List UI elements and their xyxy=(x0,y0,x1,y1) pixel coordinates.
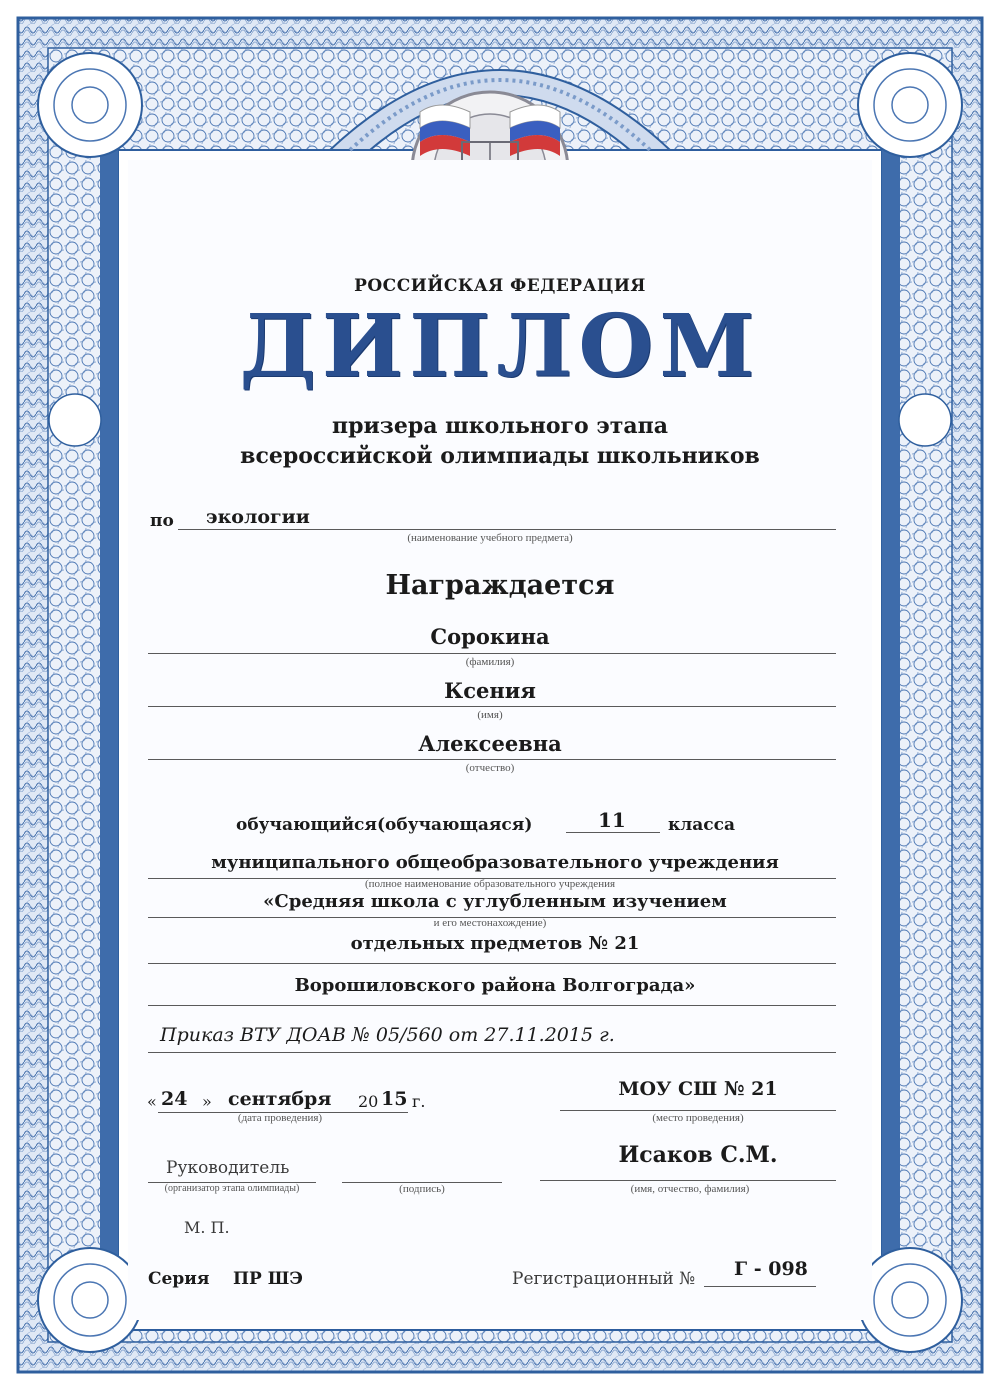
order-line xyxy=(148,1052,836,1053)
subject-value: экологии xyxy=(206,506,310,528)
venue-value: МОУ СШ № 21 xyxy=(618,1078,778,1100)
subtitle-line-2: всероссийской олимпиады школьников xyxy=(240,443,760,469)
subject-caption: (наименование учебного предмета) xyxy=(407,532,573,544)
date-month: сентября xyxy=(228,1088,332,1110)
signature-caption: (подпись) xyxy=(399,1183,445,1195)
country-heading: РОССИЙСКАЯ ФЕДЕРАЦИЯ xyxy=(354,276,646,296)
surname-line xyxy=(148,653,836,654)
date-day: 24 xyxy=(161,1088,188,1110)
registration-line xyxy=(704,1286,816,1287)
name-line xyxy=(148,706,836,707)
institution-caption-2: и его местонахождение) xyxy=(433,917,547,929)
signatory-role: Руководитель xyxy=(166,1158,290,1178)
subject-line xyxy=(178,529,836,530)
institution-line-4: Ворошиловского района Волгограда» xyxy=(294,975,696,996)
institution-line-3-rule xyxy=(148,963,836,964)
venue-caption: (место проведения) xyxy=(652,1112,744,1124)
patronymic-line xyxy=(148,759,836,760)
date-year-suffix: 15 xyxy=(381,1088,408,1110)
order-text: Приказ ВТУ ДОАВ № 05/560 от 27.11.2015 г. xyxy=(160,1024,615,1046)
venue-line xyxy=(560,1110,836,1111)
date-year-prefix: 20 xyxy=(358,1092,379,1111)
registration-label: Регистрационный № xyxy=(512,1269,696,1289)
signatory-name-line xyxy=(540,1180,836,1181)
subject-prefix: по xyxy=(150,511,174,531)
registration-value: Г - 098 xyxy=(734,1258,808,1280)
surname-caption: (фамилия) xyxy=(465,656,515,668)
patronymic-caption: (отчество) xyxy=(465,762,515,774)
subtitle-line-1: призера школьного этапа xyxy=(331,413,668,439)
diploma-title: ДИПЛОМ xyxy=(239,296,761,397)
student-prefix: обучающийся(обучающаяся) xyxy=(236,815,533,835)
date-close-quote: » xyxy=(202,1092,212,1111)
series-value: ПР ШЭ xyxy=(233,1269,303,1289)
name-caption: (имя) xyxy=(477,709,503,721)
institution-line-2: «Средняя школа с углубленным изучением xyxy=(263,891,727,912)
date-open-quote: « xyxy=(147,1092,157,1111)
name-value: Ксения xyxy=(444,678,536,703)
signatory-name-caption: (имя, отчество, фамилия) xyxy=(630,1183,750,1195)
date-year-unit: г. xyxy=(412,1092,426,1111)
signatory-role-caption: (организатор этапа олимпиады) xyxy=(164,1183,300,1194)
seal-label: М. П. xyxy=(184,1218,230,1237)
surname-value: Сорокина xyxy=(430,624,550,649)
series-label: Серия xyxy=(148,1269,210,1289)
date-caption: (дата проведения) xyxy=(237,1112,323,1124)
institution-line-1: муниципального общеобразовательного учреждения xyxy=(211,852,779,873)
awarded-label: Награждается xyxy=(385,570,615,601)
institution-line-3: отдельных предметов № 21 xyxy=(350,933,640,954)
grade-suffix: класса xyxy=(668,815,735,835)
grade-value: 11 xyxy=(598,808,626,832)
institution-caption-1: (полное наименование образовательного учреждения xyxy=(364,878,616,890)
grade-line xyxy=(566,832,660,833)
institution-line-4-rule xyxy=(148,1005,836,1006)
patronymic-value: Алексеевна xyxy=(418,731,562,756)
signatory-name: Исаков С.М. xyxy=(618,1142,778,1168)
